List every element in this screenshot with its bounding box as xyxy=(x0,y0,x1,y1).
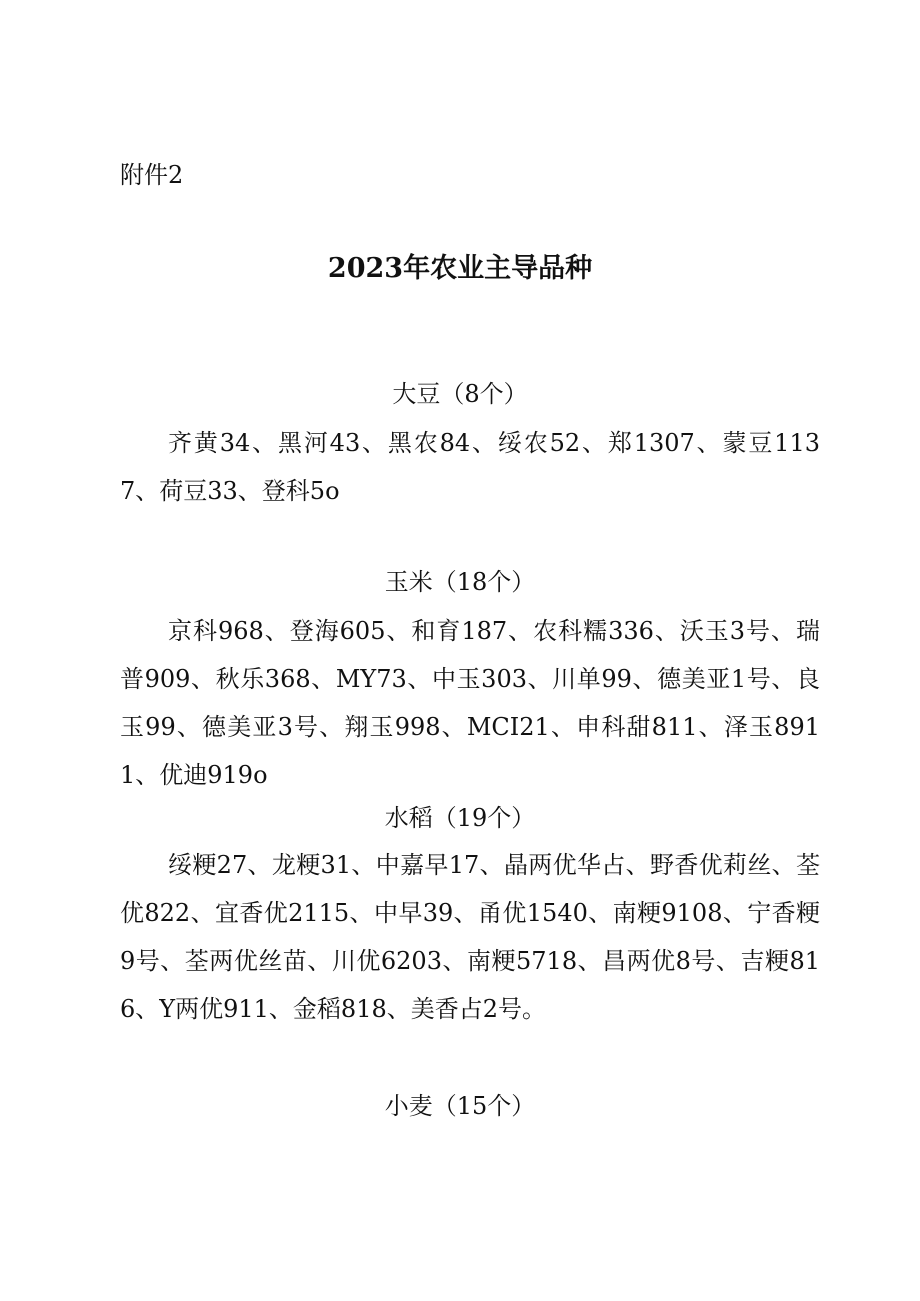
section-body-rice: 绥粳27、龙粳31、中嘉早17、晶两优华占、野香优莉丝、荃优822、宜香优2115、中早39、甬优1540、南粳9108、宁香粳9号、荃两优丝苗、川优6203、南粳5718、昌两优8号、吉粳816、Y两优911、金稻818、美香占2号。 xyxy=(120,851,820,1023)
section-heading-rice: 水稻（19个） xyxy=(384,804,536,832)
page-title: 2023年农业主导品种 xyxy=(327,253,593,284)
attachment-label: 附件2 xyxy=(120,161,184,189)
section-body-corn: 京科968、登海605、和育187、农科糯336、沃玉3号、瑞普909、秋乐368、MY73、中玉303、川单99、德美亚1号、良玉99、德美亚3号、翔玉998、MCI21、申科甜811、泽玉8911、优迪919o xyxy=(120,617,820,789)
section-heading-wheat: 小麦（15个） xyxy=(384,1092,536,1120)
section-body-soybean: 齐黄34、黑河43、黑农84、绥农52、郑1307、蒙豆1137、荷豆33、登科5o xyxy=(120,429,820,505)
section-heading-soybean: 大豆（8个） xyxy=(392,380,528,408)
section-heading-corn: 玉米（18个） xyxy=(384,568,536,596)
